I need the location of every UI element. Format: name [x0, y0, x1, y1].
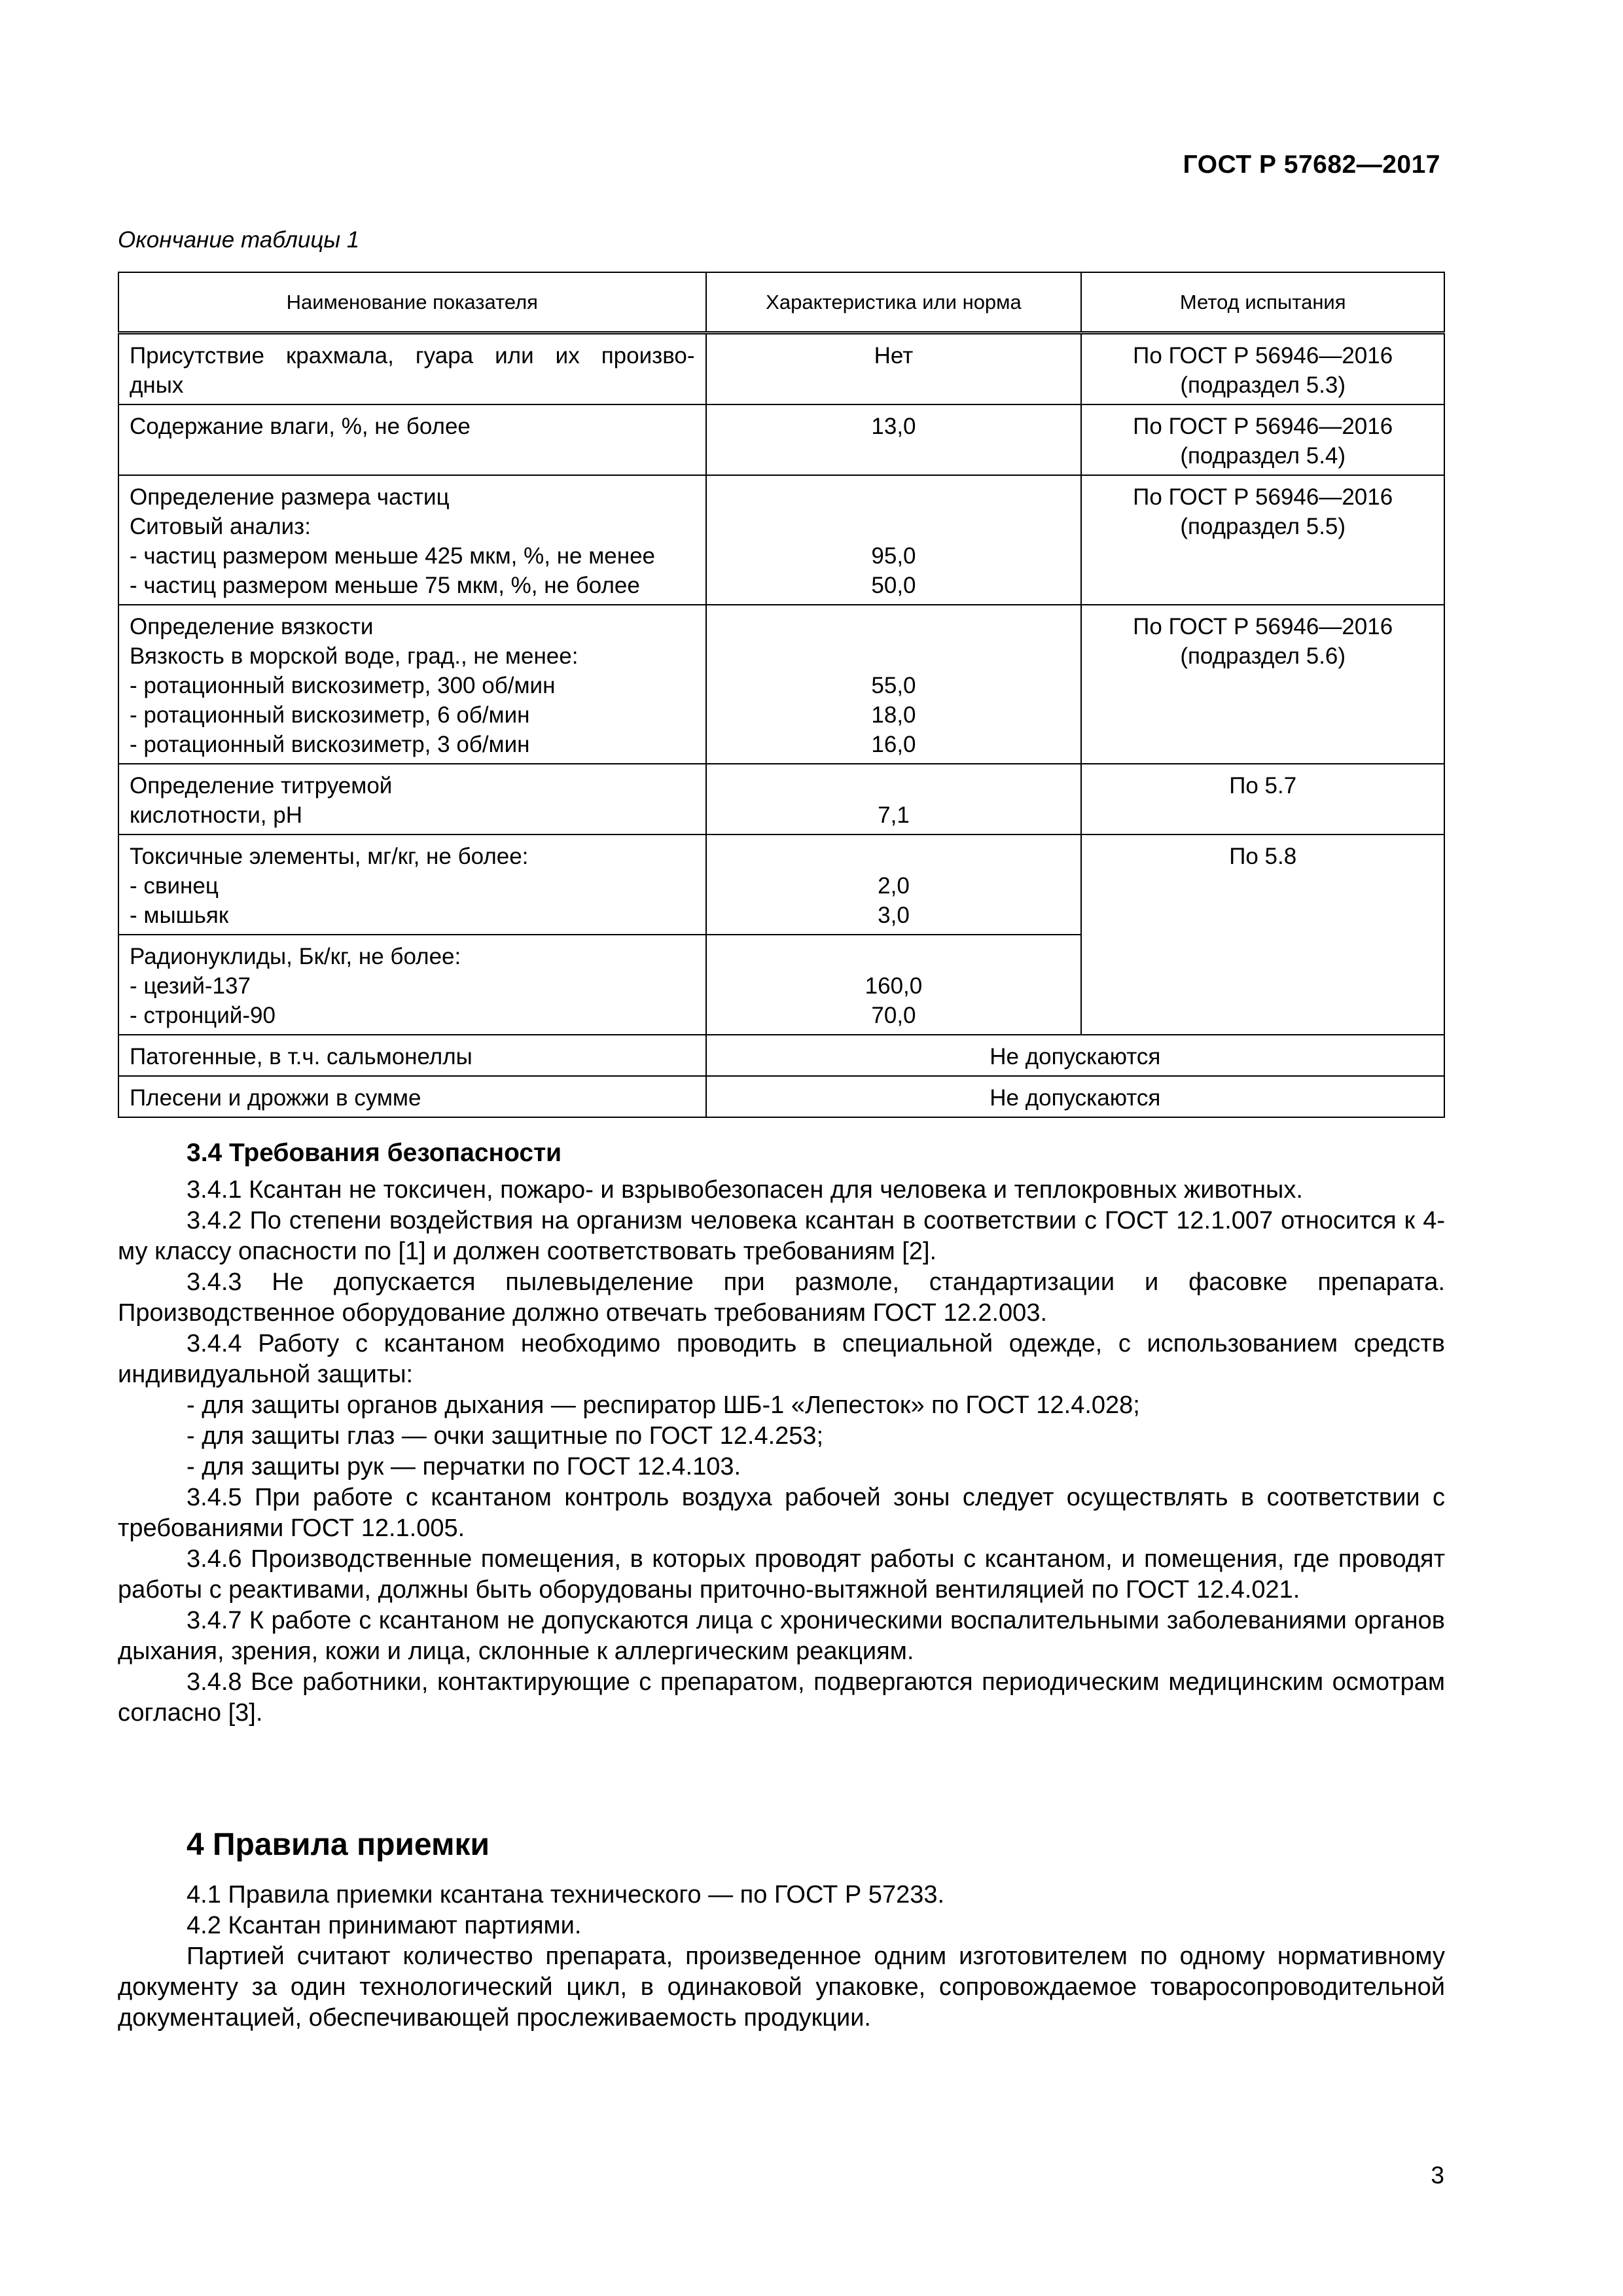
- table-caption: Окончание таблицы 1: [118, 227, 360, 253]
- cell-line: Определение вязкости: [130, 614, 374, 639]
- table-row: [118, 1076, 1444, 1117]
- cell-line: По ГОСТ Р 56946—2016: [1133, 614, 1393, 639]
- cell-line: [717, 512, 1071, 541]
- cell-line: По ГОСТ Р 56946—2016: [1133, 343, 1393, 368]
- cell-line: - свинец: [130, 873, 219, 899]
- norm-cell: [706, 333, 1082, 405]
- norm-cell: [706, 764, 1082, 834]
- cell-line: 70,0: [871, 1003, 916, 1028]
- cell-line: Патогенные, в т.ч. сальмонеллы: [130, 1044, 473, 1069]
- cell-line: Ситовый анализ:: [130, 514, 311, 539]
- paragraph: 3.4.3 Не допускается пылевыделение при размоле, стандартизации и фасовке препарата. Производственное оборудование должно отвечать требованиям ГОСТ 12.2.003.: [118, 1268, 1445, 1327]
- cell-line: дных: [130, 372, 184, 398]
- paragraph: 3.4.1 Ксантан не токсичен, пожаро- и взрывобезопасен для человека и теплокровных животных.: [187, 1176, 1303, 1204]
- paragraph: Партией считают количество препарата, произведенное одним изготовителем по одному нормативному документу за один технологический цикл, в одинаковой упаковке, сопровождаемое товаросопроводительной документацией, обеспечивающей прослеживаемость продукции.: [118, 1943, 1445, 2032]
- cell-line: По ГОСТ Р 56946—2016: [1133, 484, 1393, 510]
- cell-line: Присутствие крахмала, гуара или их произво-: [130, 343, 695, 368]
- paragraph: 3.4.6 Производственные помещения, в которых проводят работы с ксантаном, и помещения, где проводят работы с реактивами, должны быть оборудованы приточно-вытяжной вентиляцией по ГОСТ 12.4.021.: [118, 1545, 1445, 1604]
- indicator-cell: [118, 333, 706, 405]
- column-header-method: Метод испытания: [1081, 272, 1444, 333]
- list-item: - для защиты глаз — очки защитные по ГОСТ 12.4.253;: [187, 1422, 824, 1450]
- cell-line: Плесени и дрожжи в сумме: [130, 1085, 421, 1111]
- cell-line: Содержание влаги, %, не более: [130, 414, 471, 439]
- cell-line: 95,0: [871, 543, 916, 569]
- cell-line: По 5.8: [1229, 844, 1297, 869]
- paragraph: 4.1 Правила приемки ксантана технического — по ГОСТ Р 57233.: [187, 1881, 945, 1909]
- cell-line: 160,0: [865, 973, 923, 999]
- table-row: [118, 764, 1444, 834]
- cell-line: Радионуклиды, Бк/кг, не более:: [130, 944, 461, 969]
- cell-line: 2,0: [878, 873, 910, 899]
- paragraph: 3.4.2 По степени воздействия на организм человека ксантан в соответствии с ГОСТ 12.1.007 относится к 4-му классу опасности по [1] и должен соответствовать требованиям [2].: [118, 1207, 1445, 1265]
- cell-line: Нет: [874, 343, 914, 368]
- cell-line: кислотности, pH: [130, 802, 302, 828]
- cell-line: (подраздел 5.3): [1180, 372, 1346, 398]
- paragraph: 3.4.7 К работе с ксантаном не допускаются лица с хроническими воспалительными заболеваниями органов дыхания, зрения, кожи и лица, склонные к аллергическим реакциям.: [118, 1607, 1445, 1665]
- indicator-cell: [118, 1076, 706, 1117]
- indicator-cell: [118, 764, 706, 834]
- section-heading: 3.4 Требования безопасности: [187, 1139, 562, 1167]
- cell-line: (подраздел 5.4): [1180, 443, 1346, 469]
- table-header-row: [118, 272, 1444, 333]
- norm-cell: [706, 834, 1082, 935]
- merged-norm-cell: [706, 1076, 1444, 1117]
- indicator-cell: [118, 834, 706, 935]
- cell-line: [717, 842, 1071, 871]
- cell-line: Вязкость в морской воде, град., не менее:: [130, 643, 579, 669]
- cell-line: - мышьяк: [130, 903, 229, 928]
- method-cell: [1081, 764, 1444, 834]
- column-header-norm: Характеристика или норма: [706, 272, 1082, 333]
- table-row: [118, 834, 1444, 935]
- method-cell: [1081, 475, 1444, 605]
- list-item: - для защиты органов дыхания — респиратор ШБ-1 «Лепесток» по ГОСТ 12.4.028;: [187, 1391, 1140, 1419]
- column-header-indicator: Наименование показателя: [118, 272, 706, 333]
- cell-line: [717, 482, 1071, 512]
- indicator-cell: [118, 605, 706, 764]
- method-cell: [1081, 605, 1444, 764]
- table-row: [118, 475, 1444, 605]
- cell-line: (подраздел 5.6): [1180, 643, 1346, 669]
- indicator-cell: [118, 1035, 706, 1076]
- cell-line: Определение размера частиц: [130, 484, 450, 510]
- cell-line: Не допускаются: [990, 1085, 1161, 1111]
- cell-line: 18,0: [871, 702, 916, 728]
- table-row: [118, 333, 1444, 405]
- requirements-table: [118, 272, 1445, 1118]
- document-id: ГОСТ Р 57682—2017: [1183, 151, 1440, 179]
- cell-line: [717, 771, 1071, 800]
- cell-line: - ротационный вискозиметр, 3 об/мин: [130, 732, 530, 757]
- paragraph: 3.4.4 Работу с ксантаном необходимо проводить в специальной одежде, с использованием средств индивидуальной защиты:: [118, 1330, 1445, 1388]
- cell-line: По ГОСТ Р 56946—2016: [1133, 414, 1393, 439]
- table-row: [118, 605, 1444, 764]
- cell-line: [717, 612, 1071, 641]
- cell-line: (подраздел 5.5): [1180, 514, 1346, 539]
- norm-cell: [706, 404, 1082, 475]
- paragraph: 3.4.8 Все работники, контактирующие с препаратом, подвергаются периодическим медицинским осмотрам согласно [3].: [118, 1668, 1445, 1727]
- method-cell: [1081, 333, 1444, 405]
- cell-line: Определение титруемой: [130, 773, 393, 798]
- merged-norm-cell: [706, 1035, 1444, 1076]
- cell-line: 55,0: [871, 673, 916, 698]
- norm-cell: [706, 605, 1082, 764]
- cell-line: [717, 641, 1071, 671]
- table-row: [118, 404, 1444, 475]
- cell-line: [717, 942, 1071, 971]
- cell-line: - цезий-137: [130, 973, 251, 999]
- method-cell: [1081, 404, 1444, 475]
- section-heading: 4 Правила приемки: [187, 1827, 490, 1862]
- paragraph: 4.2 Ксантан принимают партиями.: [187, 1912, 582, 1939]
- cell-line: 13,0: [871, 414, 916, 439]
- section-3-4: [118, 1138, 1445, 1729]
- cell-line: - частиц размером меньше 425 мкм, %, не менее: [130, 543, 656, 569]
- norm-cell: [706, 935, 1082, 1035]
- cell-line: 3,0: [878, 903, 910, 928]
- norm-cell: [706, 475, 1082, 605]
- page-number: 3: [1431, 2162, 1444, 2189]
- method-cell: [1081, 834, 1444, 1035]
- cell-line: Токсичные элементы, мг/кг, не более:: [130, 844, 529, 869]
- paragraph: 3.4.5 При работе с ксантаном контроль воздуха рабочей зоны следует осуществлять в соответствии с требованиями ГОСТ 12.1.005.: [118, 1484, 1445, 1542]
- cell-line: По 5.7: [1229, 773, 1297, 798]
- list-item: - для защиты рук — перчатки по ГОСТ 12.4.103.: [187, 1453, 741, 1480]
- cell-line: 16,0: [871, 732, 916, 757]
- indicator-cell: [118, 404, 706, 475]
- section-4: [118, 1829, 1445, 2034]
- cell-line: - частиц размером меньше 75 мкм, %, не более: [130, 573, 640, 598]
- cell-line: 50,0: [871, 573, 916, 598]
- cell-line: - ротационный вискозиметр, 6 об/мин: [130, 702, 530, 728]
- cell-line: - ротационный вискозиметр, 300 об/мин: [130, 673, 556, 698]
- cell-line: 7,1: [878, 802, 910, 828]
- table-row: [118, 1035, 1444, 1076]
- cell-line: - стронций-90: [130, 1003, 276, 1028]
- indicator-cell: [118, 935, 706, 1035]
- indicator-cell: [118, 475, 706, 605]
- cell-line: Не допускаются: [990, 1044, 1161, 1069]
